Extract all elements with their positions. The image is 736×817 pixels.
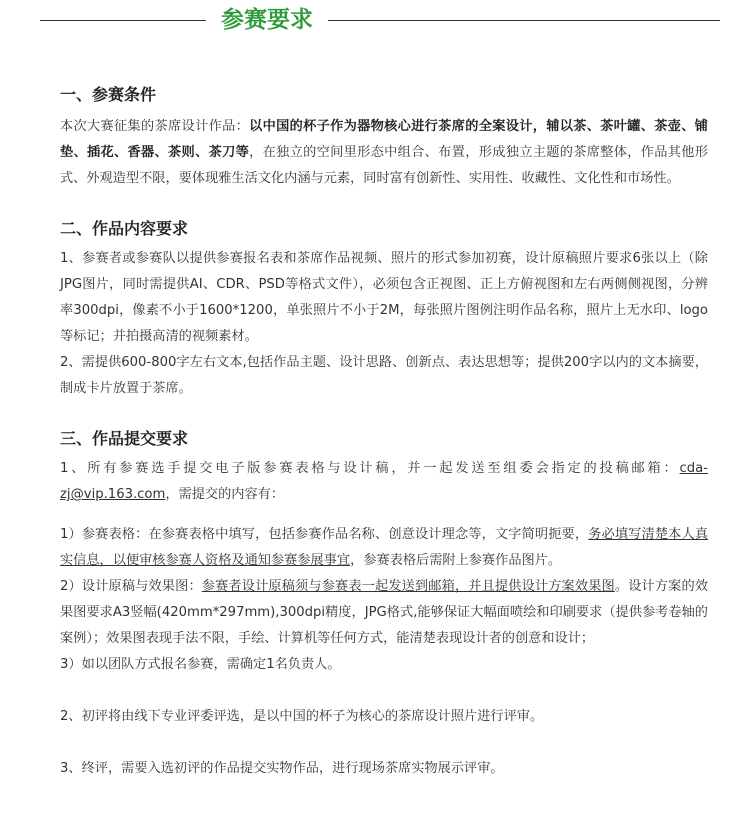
submission-item-2: 2、初评将由线下专业评委评选，是以中国的杯子为核心的茶席设计照片进行评审。 — [60, 709, 544, 724]
document-body — [60, 84, 708, 782]
submission-intro — [60, 456, 708, 508]
content-item-1: 1、参赛者或参赛队以提供参赛报名表和茶席作品视频、照片的形式参加初赛，设计原稿照片要求6张以上（除JPG图片，同时需提供AI、CDR、PSD等格式文件），必须包含正视图、正上方俯视图和左右两侧侧视图，分辨率300dpi，像素不小于1600*1200，单张照片不小于2M，每张照片图例注明作品名称，照片上无水印、logo等标记；并拍摄高清的视频素材。 — [60, 251, 708, 344]
conditions-bold-text: 以中国的杯子作为器物核心进行茶席的全案设计，辅以茶、茶叶罐、茶壶、铺垫、插花、香器、茶则、茶刀等 — [60, 119, 708, 160]
sub1-suffix: ，参赛表格后需附上参赛作品图片。 — [350, 553, 562, 568]
submission-intro-suffix: ，需提交的内容有： — [165, 487, 285, 502]
title-bar — [0, 0, 736, 46]
title-divider-left — [40, 20, 206, 21]
submission-sub-1 — [60, 522, 708, 574]
submission-sub-3: 3）如以团队方式报名参赛，需确定1名负责人。 — [60, 657, 341, 672]
page-title: 参赛要求 — [221, 7, 313, 33]
conditions-prefix: 本次大赛征集的茶席设计作品： — [60, 119, 250, 134]
section-heading-conditions: 一、参赛条件 — [60, 85, 157, 104]
section-heading-submission: 三、作品提交要求 — [60, 429, 189, 448]
submission-intro-prefix: 1、所有参赛选手提交电子版参赛表格与设计稿，并一起发送至组委会指定的投稿邮箱： — [60, 461, 680, 476]
submission-sub-2 — [60, 574, 708, 652]
submission-item-3: 3、终评，需要入选初评的作品提交实物作品，进行现场茶席实物展示评审。 — [60, 761, 504, 776]
title-divider-right — [328, 20, 720, 21]
sub1-prefix: 1）参赛表格：在参赛表格中填写，包括参赛作品名称、创意设计理念等，文字简明扼要， — [60, 527, 589, 542]
content-item-2: 2、需提供600-800字左右文本,包括作品主题、设计思路、创新点、表达思想等；提供200字以内的文本摘要，制成卡片放置于茶席。 — [60, 355, 708, 396]
sub2-prefix: 2）设计原稿与效果图： — [60, 579, 202, 594]
submission-email-link[interactable]: cda-zj@vip.163.com — [60, 461, 708, 502]
sub2-suffix: 。设计方案的效果图要求A3竖幅(420mm*297mm),300dpi精度，JPG格式,能够保证大幅面喷绘和印刷要求（提供参考卷轴的案例）；效果图表现手法不限，手绘、计算机等任何方式，能清楚表现设计者的创意和设计； — [60, 579, 709, 646]
conditions-rest: ，在独立的空间里形态中组合、布置，形成独立主题的茶席整体，作品其他形式、外观造型不限，要体现雅生活文化内涵与元素，同时富有创新性、实用性、收藏性、文化性和市场性。 — [60, 145, 708, 186]
sub1-underlined: 务必填写清楚本人真实信息，以便审核参赛人资格及通知参赛参展事宜 — [60, 527, 709, 568]
section-heading-content: 二、作品内容要求 — [60, 219, 189, 238]
sub2-underlined: 参赛者设计原稿须与参赛表一起发送到邮箱，并且提供设计方案效果图 — [201, 579, 615, 594]
conditions-paragraph — [60, 114, 708, 192]
